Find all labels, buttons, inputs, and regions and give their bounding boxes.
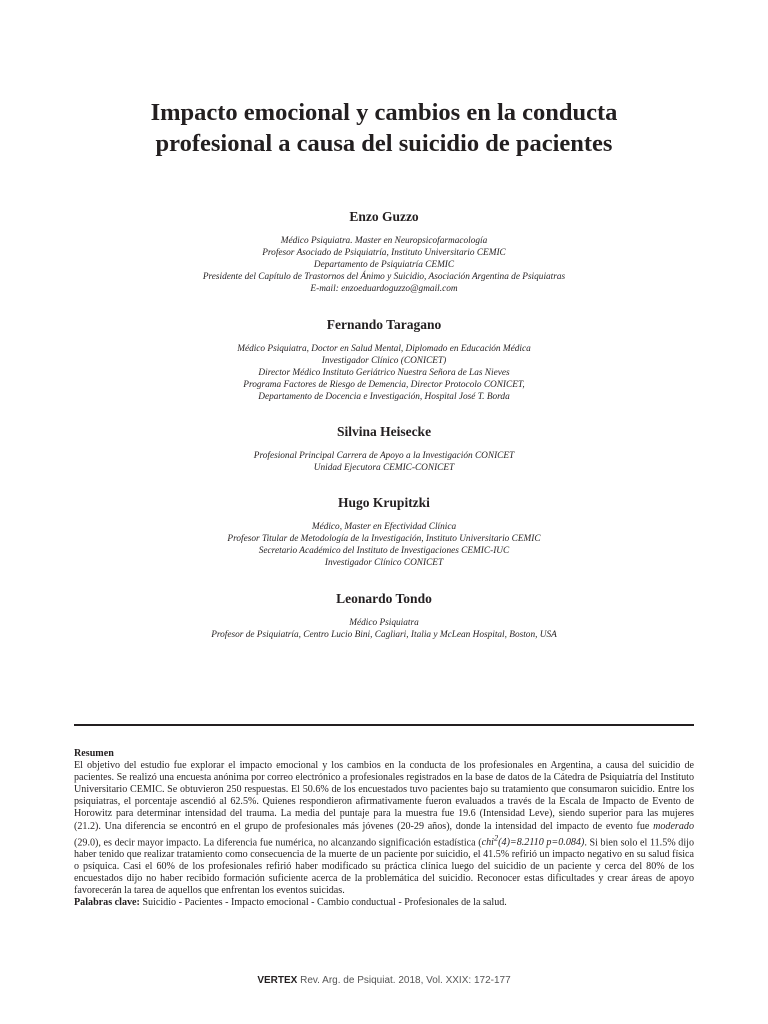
title-line-2: profesional a causa del suicidio de pacientes [155, 130, 613, 157]
title-line-1: Impacto emocional y cambios en la conducta [150, 99, 618, 126]
author-name: Enzo Guzzo [349, 209, 419, 224]
article-title [40, 97, 728, 159]
author-affiliation: Profesor Titular de Metodología de la Investigación, Instituto Universitario CEMIC [227, 534, 541, 544]
author-name: Silvina Heisecke [336, 424, 432, 439]
author-affiliation: Médico, Master en Efectividad Clínica [311, 522, 457, 532]
author-affiliation: Investigador Clínico CONICET [324, 558, 444, 568]
author-affiliation: Director Médico Instituto Geriátrico Nuestra Señora de Las Nieves [258, 368, 510, 378]
section-divider [74, 724, 694, 726]
author-affiliation: Departamento de Docencia e Investigación, Hospital José T. Borda [258, 392, 510, 402]
author-affiliation: Investigador Clínico (CONICET) [321, 356, 447, 366]
keywords-label: Palabras clave: [74, 897, 140, 909]
author-affiliation: Unidad Ejecutora CEMIC-CONICET [313, 463, 455, 473]
abstract-heading: Resumen [74, 748, 114, 759]
journal-name: VERTEX [257, 975, 298, 986]
author-email[interactable]: E-mail: enzoeduardoguzzo@gmail.com [310, 284, 458, 294]
author-affiliation: Departamento de Psiquiatría CEMIC [313, 260, 455, 270]
author-block-taragano [40, 316, 728, 403]
author-name: Leonardo Tondo [336, 591, 432, 606]
abstract-text: . Si bien solo el 11.5% dijo haber tenido que realizar tratamiento como consecuencia de la muerte de un paciente por suicidio, el 41.5% refirió un impacto negativo en su salud física o psíquica. Casi el 60% de los profesionales refirió haber modificado su práctica clínica luego del suicidio de un paciente y cerca del 80% de los encuestados dijo no haber recibido formación suficiente acerca de la problemática del suicidio. Reconocer estas dificultades y crear áreas de apoyo favorecerán la tarea de aquellos que enfrentan los eventos suicidas. [74, 837, 694, 897]
author-block-krupitzki [40, 494, 728, 569]
author-affiliation: Médico Psiquiatra. Master en Neuropsicofarmacología [280, 236, 488, 246]
author-affiliation: Profesional Principal Carrera de Apoyo a la Investigación CONICET [253, 451, 515, 461]
abstract-text: El objetivo del estudio fue explorar el impacto emocional y los cambios en la conducta de los profesionales en Argentina, a causa del suicidio de pacientes. Se realizó una encuesta anónima por correo electrónico a profesionales registrados en la base de datos de la Cátedra de Psiquiatría del Instituto Universitario CEMIC. Se obtuvieron 250 respuestas. El 50.6% de los encuestados tuvo pacientes bajo su tratamiento que consumaron suicidio. Entre los psiquiatras, el porcentaje ascendió al 62.5%. Quienes respondieron afirmativamente fueron evaluados a través de la Escala de Impacto de Evento de Horowitz para determinar intensidad del trauma. La media del puntaje para la muestra fue 19.6 (Intensidad Leve), siendo superior para las mujeres (21.2). Una diferencia se encontró en el grupo de profesionales más jóvenes (20-29 años), donde la intensidad del impacto de evento fue [74, 760, 694, 832]
author-block-tondo [40, 590, 728, 641]
abstract-statistic: chi$^2$(4)=8.2110 p=0.084) [481, 833, 585, 849]
abstract-text: (29.0), es decir mayor impacto. La diferencia fue numérica, no alcanzando significación estadística ( [74, 837, 482, 849]
author-name: Fernando Taragano [326, 317, 442, 332]
keywords-list: Suicidio - Pacientes - Impacto emocional - Cambio conductual - Profesionales de la salud. [139, 897, 507, 909]
author-affiliation: Profesor de Psiquiatría, Centro Lucio Bini, Cagliari, Italia y McLean Hospital, Boston, USA [211, 630, 557, 640]
abstract-italic-term: moderado [653, 820, 694, 832]
author-affiliation: Médico Psiquiatra [349, 618, 419, 628]
abstract [74, 748, 694, 910]
author-affiliation: Profesor Asociado de Psiquiatría, Instituto Universitario CEMIC [262, 248, 506, 258]
author-affiliation: Programa Factores de Riesgo de Demencia, Director Protocolo CONICET, [243, 380, 525, 390]
author-block-guzzo [40, 208, 728, 295]
author-affiliation: Médico Psiquiatra, Doctor en Salud Mental, Diplomado en Educación Médica [237, 344, 531, 354]
author-name: Hugo Krupitzki [338, 495, 430, 510]
author-affiliation: Presidente del Capítulo de Trastornos del Ánimo y Suicidio, Asociación Argentina de Psiquiatras [202, 272, 566, 282]
author-affiliation: Secretario Académico del Instituto de Investigaciones CEMIC-IUC [258, 546, 510, 556]
author-block-heisecke [40, 423, 728, 474]
citation: Rev. Arg. de Psiquiat. 2018, Vol. XXIX: 172-177 [297, 975, 511, 986]
page-footer [40, 975, 728, 986]
